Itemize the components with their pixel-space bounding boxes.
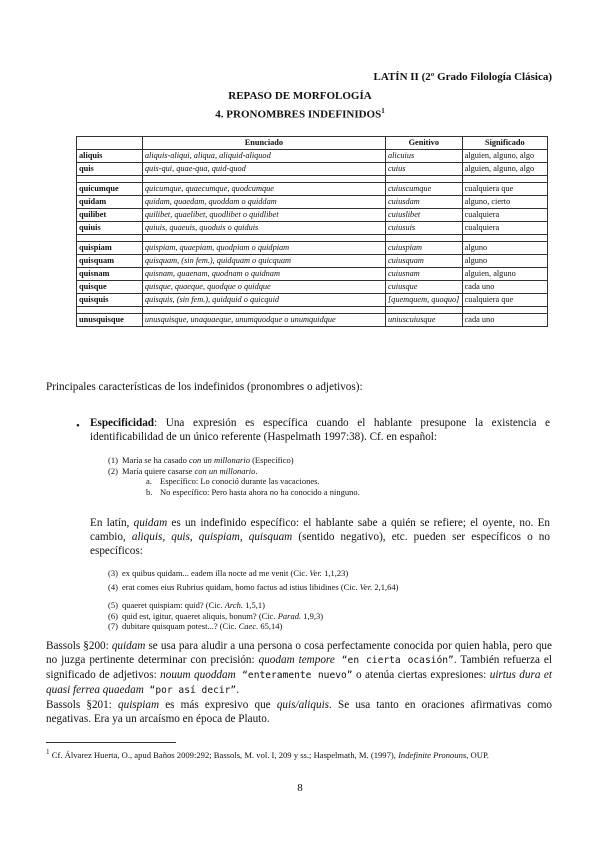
genitive-cell: cuiuscumque [385,183,462,196]
enunciado-cell: quiuis, quaeuis, quoduis o quiduis [142,222,385,235]
example-ref: 65,14) [258,621,283,632]
genitive-cell: cuiusquam [385,255,462,268]
example-italic: con un millonario [194,465,256,476]
genitive-cell: cuiusdam [385,196,462,209]
footnote-book-title: Indefinite Pronouns [398,749,467,760]
separator-cell [385,307,462,314]
meaning-cell: alguno [462,242,547,255]
example-text: ex quibus quidam... eadem illa nocte ad me venit (Cic. [122,568,310,578]
header-cell: Enunciado [142,137,385,150]
example-number: (5) [108,600,118,611]
pronoun-table [76,136,548,327]
bassols-text: . [236,684,239,696]
specificity-paragraph [90,416,550,497]
enunciado-cell: quispiam, quaepiam, quodpiam o quidpiam [142,242,385,255]
lemma-cell: quisque [77,281,143,294]
separator-cell [462,176,547,183]
translation: “por así decir” [143,685,237,696]
bassols-text: se usa para aludir a una persona o cosa perfectamente conocida por quien habla, pero que no juzga pertinente determinar con precisión: [46,640,552,666]
latin-example: quodam tempore [258,654,335,666]
footnote-divider [46,742,176,743]
example-4 [108,582,550,593]
separator-cell [77,235,143,242]
example-text: (Específico) [249,455,294,465]
enunciado-cell: quilibet, quaelibet, quodlibet o quidlibet [142,209,385,222]
genitive-cell: cuiusuis [385,222,462,235]
separator-cell [77,176,143,183]
genitive-cell: alicuius [385,150,462,163]
meaning-cell: alguien, alguno [462,268,547,281]
example-source: Ver. [309,568,322,578]
example-label: a. [146,476,152,487]
meaning-cell: cada uno [462,281,547,294]
table-row [77,183,548,196]
table-row [77,196,548,209]
example-number: (7) [108,621,118,632]
example-text: dubitare quisquam potest...? (Cic. [122,621,239,632]
table-row [77,314,548,327]
lemma-cell: quicumque [77,183,143,196]
bassols-text: . También refuerza el significado de adjetivos: [46,654,552,681]
separator-cell [462,307,547,314]
bassols-201 [46,698,552,726]
lemma-cell: quilibet [77,209,143,222]
footnote-text: , OUP. [466,749,489,760]
lemma-cell: quisquam [77,255,143,268]
bullet-icon: • [76,420,80,432]
example-text: Específico: Lo conoció durante las vacaciones. [160,476,320,487]
lemma-cell: quispiam [77,242,143,255]
example-2b [146,487,550,498]
specificity-term: Especificidad [90,417,155,429]
table-row [77,209,548,222]
genitive-cell: cuiuspiam [385,242,462,255]
separator-cell [385,176,462,183]
example-number: (3) [108,568,118,578]
lemma-cell: quiuis [77,222,143,235]
meaning-cell: cualquiera que [462,183,547,196]
example-italic: con un millonario [189,455,250,465]
separator-cell [142,235,385,242]
enunciado-cell: quisnam, quaenam, quodnam o quidnam [142,268,385,281]
genitive-cell: cuiusnam [385,268,462,281]
separator-cell [385,235,462,242]
genitive-cell: cuiuslibet [385,209,462,222]
group-separator [77,235,548,242]
separator-cell [142,176,385,183]
table-row [77,163,548,176]
meaning-cell: cualquiera [462,222,547,235]
table-header-row [77,137,548,150]
example-label: b. [146,486,153,497]
example-source: Arch. [224,600,244,611]
example-source: Ver. [359,581,373,592]
example-text: quid est, igitur, quaeret aliquis, bonum? (Cic. [122,610,278,621]
footnote-text: Cf. Álvarez Huerta, O., apud Baños 2009:292; Bassols, M. vol. I, 209 y ss.; Haspelmath, M. (1997), [49,749,399,760]
example-number: (6) [108,610,118,621]
latin-term: quidam [111,640,146,652]
meaning-cell: cualquiera [462,209,547,222]
bassols-text: . Se usa tanto en oraciones afirmativas como negativas. Era ya un arcaísmo en época de Plauto. [46,699,552,725]
footnote-mark: 1 [46,748,50,756]
example-3 [108,568,550,579]
example-ref: 1,5,1) [243,600,265,611]
enunciado-cell: unusquisque, unaquaeque, unumquodque o unumquidque [142,314,385,327]
footnote [46,747,552,761]
page-title: REPASO DE MORFOLOGÍA [228,90,372,102]
latin-examples [108,568,550,632]
enunciado-cell: quisquis, (sin fem.), quidquid o quicquid [142,294,385,307]
genitive-cell: uniuscuiusque [385,314,462,327]
section-title [0,107,600,121]
lemma-cell: quis [77,163,143,176]
example-2 [108,466,550,477]
enunciado-cell: quisquam, (sin fem.), quidquam o quicquam [142,255,385,268]
separator-cell [462,235,547,242]
bassols-text: es más expresivo que [159,699,277,711]
lemma-cell: unusquisque [77,314,143,327]
example-6 [108,611,550,622]
example-number: (2) [108,465,118,476]
example-text: quaeret quispiam: quid? (Cic. [122,600,225,611]
page-number: 8 [297,782,303,794]
example-7 [108,621,550,632]
footnote-ref: 1 [381,107,385,115]
enunciado-cell: quisque, quaeque, quodque o quidque [142,281,385,294]
example-text: María quiere casarse [122,465,195,476]
table-row [77,242,548,255]
example-text: No específico: Pero hasta ahora no ha conocido a ninguno. [160,486,360,497]
example-2a [146,476,550,487]
latin-paragraph [90,516,550,632]
course-header: LATÍN II (2º Grado Filología Clásica) [373,71,552,83]
latin-example: nouum quoddam [160,669,236,681]
example-number: (1) [108,455,118,465]
genitive-cell: [quemquem, quoquo] [385,294,462,307]
latin-example: uirtus dura et quasi ferrea quaedam [46,669,552,696]
lemma-cell: quisquis [77,294,143,307]
latin-term-list: aliquis, quis, quispiam, quisquam [131,531,293,543]
separator-cell [77,307,143,314]
example-text: María se ha casado [122,455,190,465]
genitive-cell: cuiusque [385,281,462,294]
table-row [77,255,548,268]
table-row [77,268,548,281]
example-ref: 1,1,23) [321,568,349,578]
specificity-text: : Una expresión es específica cuando el hablante presupone la existencia e identificabilidad de un único referente (Haspelmath 1997:38). Cf. en español: [90,417,550,443]
example-ref: 1,9,3) [301,610,324,621]
section-title-text: 4. PRONOMBRES INDEFINIDOS [215,108,382,121]
translation: “en cierta ocasión” [334,655,454,666]
table-body [77,150,548,327]
example-5 [108,600,550,611]
latin-term: quidam [133,517,168,529]
meaning-cell: alguno [462,255,547,268]
enunciado-cell: quicumque, quaecumque, quodcumque [142,183,385,196]
bassols-notes [46,639,552,726]
meaning-cell: alguien, alguno, algo [462,163,547,176]
example-text: . [255,465,258,476]
table-row [77,222,548,235]
group-separator [77,307,548,314]
example-number: (4) [108,581,118,592]
latin-text: es un indefinido específico: el hablante sabe a quién se refiere; el oyente, no. En cambio, [90,517,551,543]
lemma-cell: quidam [77,196,143,209]
example-ref: 2,1,64) [372,581,399,592]
separator-cell [142,307,385,314]
spanish-examples [108,455,550,497]
latin-text: En latín, [90,517,134,529]
enunciado-cell: quis-qui, quae-qua, quid-quod [142,163,385,176]
bassols-200 [46,639,552,698]
example-text: erat comes eius Rubrius quidam, homo factus ad istius libidines (Cic. [122,581,360,592]
latin-text: (sentido negativo), etc. pueden ser específicos o no específicos: [90,531,550,557]
genitive-cell: cuius [385,163,462,176]
table-row [77,150,548,163]
lemma-cell: aliquis [77,150,143,163]
meaning-cell: alguno, cierto [462,196,547,209]
group-separator [77,176,548,183]
header-cell: Significado [462,137,547,150]
translation: “enteramente nuevo” [235,670,353,681]
bassols-text: o atenúa ciertas expresiones: [352,669,490,681]
meaning-cell: alguien, alguno, algo [462,150,547,163]
table-row [77,281,548,294]
bassols-label: Bassols §200: [46,640,112,652]
enunciado-cell: quidam, quaedam, quoddam o quiddam [142,196,385,209]
meaning-cell: cualquiera que [462,294,547,307]
header-cell: Genitivo [385,137,462,150]
latin-term: quispiam [118,699,160,711]
bassols-label: Bassols §201: [46,699,118,711]
example-source: Parad. [277,610,302,621]
latin-term: quis/aliquis [276,699,330,711]
lemma-cell: quisnam [77,268,143,281]
intro-text: Principales características de los indefinidos (pronombres o adjetivos): [46,381,363,393]
example-1 [108,455,550,466]
enunciado-cell: aliquis-aliqui, aliqua, aliquid-aliquod [142,150,385,163]
meaning-cell: cada uno [462,314,547,327]
table-row [77,294,548,307]
example-source: Caec. [238,621,259,632]
header-cell [77,137,143,150]
